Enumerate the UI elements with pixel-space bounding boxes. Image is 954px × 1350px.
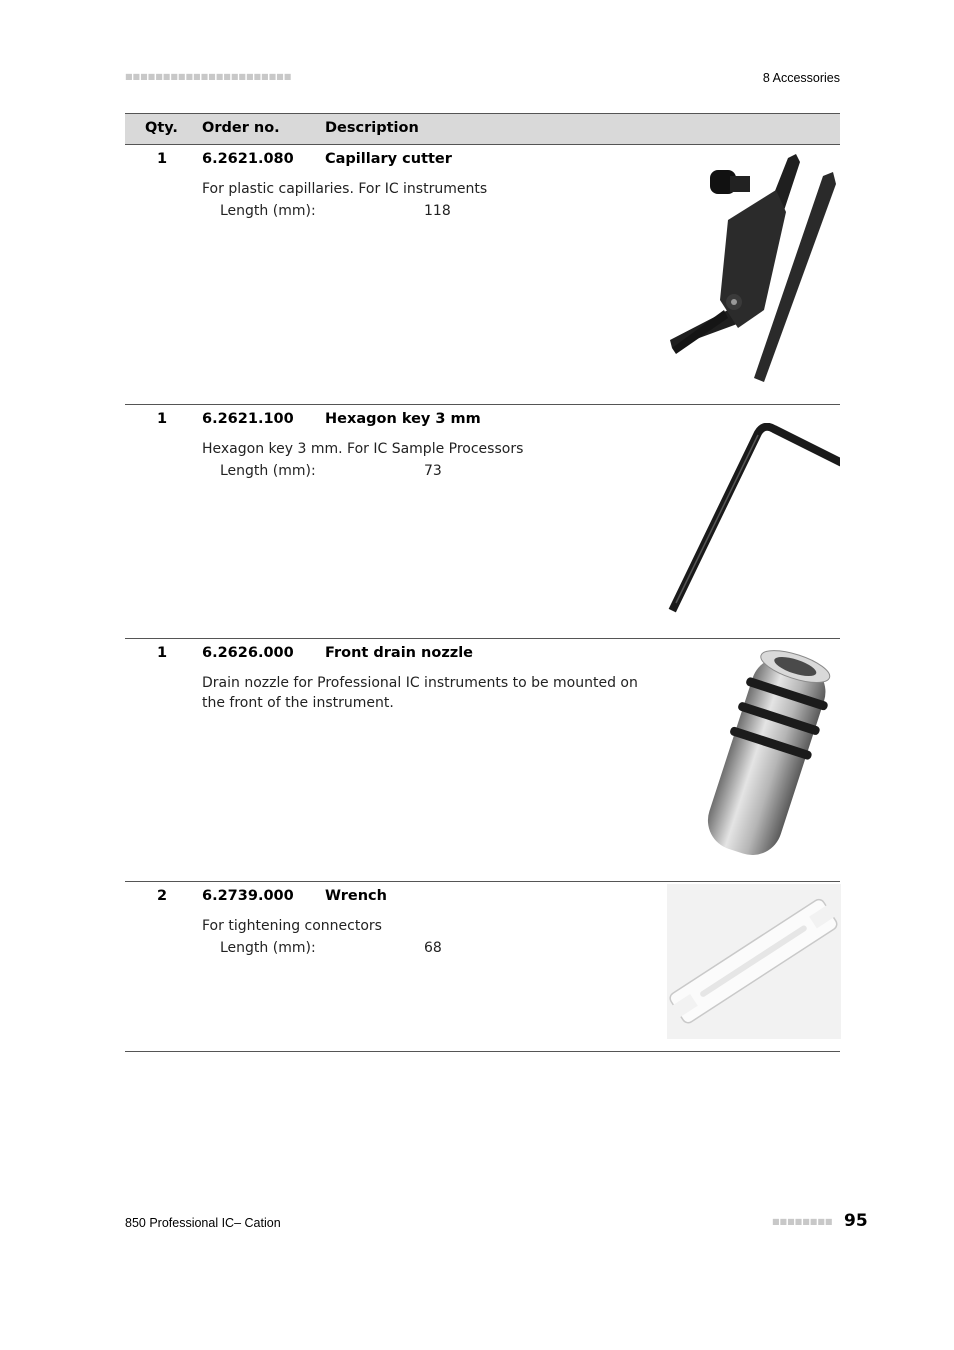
row-item-name: Capillary cutter [325, 151, 452, 167]
row-qty: 1 [157, 411, 168, 427]
row-qty: 1 [157, 645, 168, 661]
table-header [125, 113, 840, 145]
table-row [125, 405, 840, 639]
chapter-title: 8 Accessories [762, 71, 840, 85]
row-description: For plastic capillaries. For IC instruments [202, 181, 488, 197]
header-qty: Qty. [145, 120, 178, 136]
accessories-table [125, 113, 840, 1052]
row-qty: 2 [157, 888, 168, 904]
page-number: 95 [844, 1211, 868, 1231]
header-order-no: Order no. [202, 120, 280, 136]
row-spec-label: Length (mm): [220, 203, 316, 219]
footer-decoration: ■■■■■■■■ [772, 1217, 833, 1226]
hexagon-key-image [668, 423, 840, 613]
drain-nozzle-image [675, 649, 840, 864]
row-order-no: 6.2626.000 [202, 645, 294, 661]
row-order-no: 6.2621.080 [202, 151, 294, 167]
row-spec-label: Length (mm): [220, 463, 316, 479]
row-description: Hexagon key 3 mm. For IC Sample Processors [202, 441, 524, 457]
row-item-name: Wrench [325, 888, 387, 904]
header-description: Description [325, 120, 419, 136]
document-title: 850 Professional IC– Cation [125, 1216, 281, 1230]
row-order-no: 6.2621.100 [202, 411, 294, 427]
row-spec-value: 73 [424, 463, 442, 479]
table-row [125, 145, 840, 405]
capillary-cutter-image [668, 150, 840, 386]
row-spec-value: 118 [424, 203, 451, 219]
row-item-name: Hexagon key 3 mm [325, 411, 481, 427]
row-order-no: 6.2739.000 [202, 888, 294, 904]
row-description: For tightening connectors [202, 918, 382, 934]
table-row [125, 639, 840, 882]
row-spec-value: 68 [424, 940, 442, 956]
wrench-image [667, 884, 841, 1039]
row-item-name: Front drain nozzle [325, 645, 474, 661]
row-description: Drain nozzle for Professional IC instruments to be mounted on the front of the instrument. [202, 675, 638, 711]
table-row [125, 882, 840, 1052]
row-spec-label: Length (mm): [220, 940, 316, 956]
header-decoration: ■■■■■■■■■■■■■■■■■■■■■■ [125, 72, 292, 81]
row-qty: 1 [157, 151, 168, 167]
